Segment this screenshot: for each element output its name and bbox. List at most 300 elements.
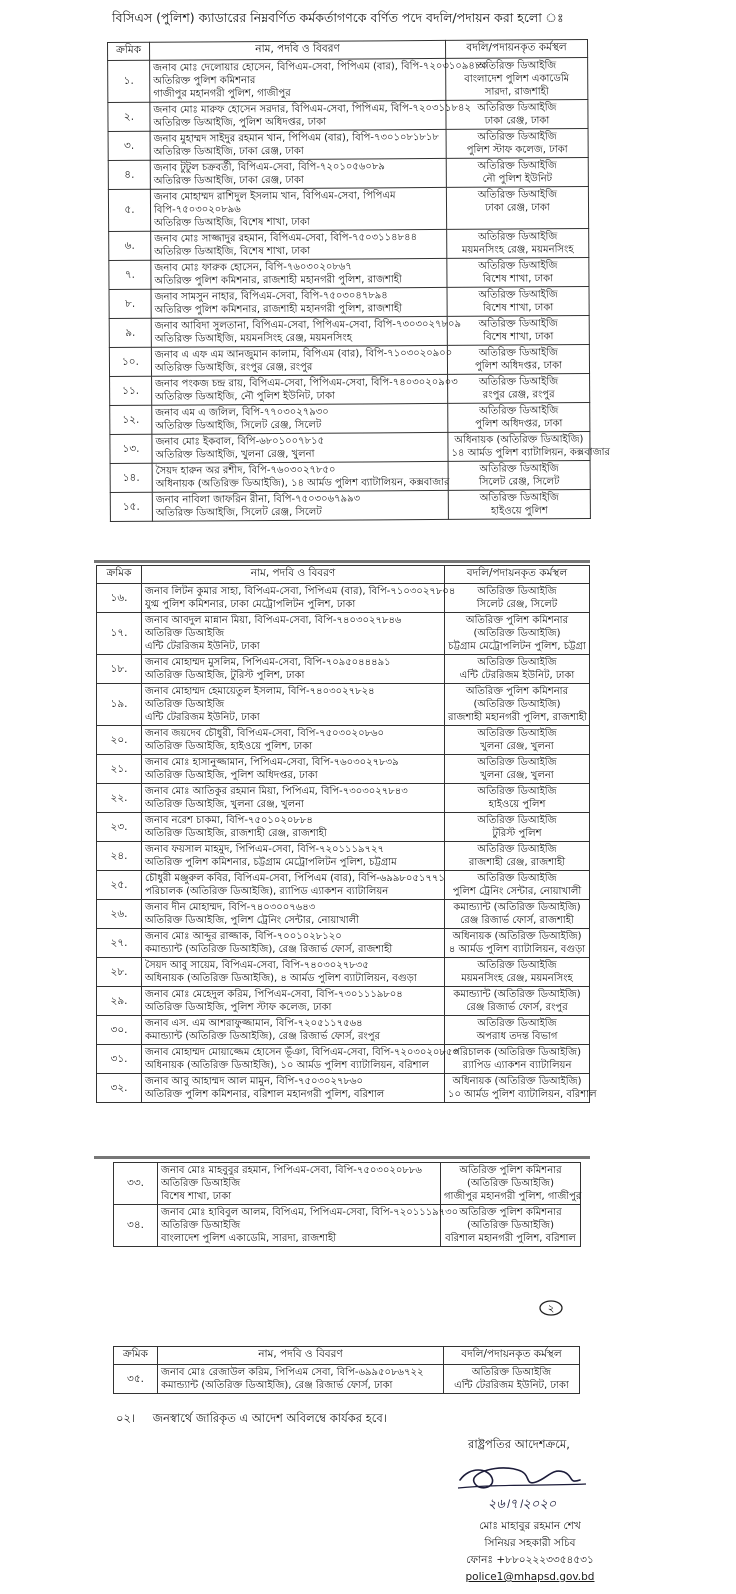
- serial-number: ২৫.: [97, 871, 142, 900]
- serial-number: ৩.: [108, 131, 150, 160]
- signatory-block: [420, 1518, 640, 1586]
- officer-details-line: জনাব মুহাম্মদ সাইদুর রহমান খান, পিপিএম (বার), বিপি-৭৩০১০৮১৮১৮: [153, 131, 439, 145]
- table-row: [97, 1016, 590, 1045]
- officer-details: [150, 187, 446, 231]
- table-row: [108, 158, 588, 190]
- table-row: [110, 461, 590, 493]
- table-row: [97, 784, 590, 813]
- posting-place-line: রাজশাহী রেঞ্জ, রাজশাহী: [468, 857, 566, 868]
- posting-place: [446, 129, 588, 159]
- clause-text: জনস্বার্থে জারিকৃত এ আদেশ অবিলম্বে কার্যকর হবে।: [152, 1411, 387, 1425]
- officer-details: [142, 684, 445, 726]
- officer-details-line: জনাব মোহাম্মদ মুসলিম, পিপিএম-সেবা, বিপি-৭০৯৫০৪৪৪৯১: [145, 657, 391, 668]
- signature: [440, 1458, 600, 1516]
- table-row: [109, 316, 589, 348]
- table-row: [97, 958, 590, 987]
- table-row: [97, 684, 590, 726]
- officer-details-line: অধিনায়ক (অতিরিক্ত ডিআইজি), ১৪ আর্মড পুলিশ ব্যাটালিয়ন, কক্সবাজার: [155, 476, 450, 490]
- posting-place-line: টুরিস্ট পুলিশ: [492, 828, 542, 839]
- posting-place-line: অতিরিক্ত ডিআইজি: [477, 757, 557, 768]
- posting-place: [445, 1045, 590, 1074]
- posting-place-line: অতিরিক্ত ডিআইজি: [478, 347, 559, 359]
- posting-place: [447, 258, 589, 288]
- officer-details: [142, 1045, 459, 1074]
- officer-details-line: জনাব জয়দেব চৌধুরী, বিপিএম-সেবা, বিপি-৭৫০৩০২০৮৬০: [145, 728, 385, 739]
- officer-phone: ফোনঃ +৮৮০২২২৩৩৫৪৫৩১: [466, 1554, 594, 1566]
- officer-designation: সিনিয়র সহকারী সচিব: [484, 1537, 576, 1549]
- page-number-mark: [537, 1298, 565, 1318]
- officer-details-line: অধিনায়ক (অতিরিক্ত ডিআইজি), ১০ আর্মড পুলিশ ব্যাটালিয়ন, বরিশাল: [145, 1060, 429, 1071]
- officer-details-line: সৈয়দ আবু সায়েম, বিপিএম-সেবা, বিপি-৭৪০৩০২৭৮৩৫: [145, 960, 369, 971]
- header-name: নাম, পদবি ও বিবরণ: [142, 566, 445, 584]
- officer-details-line: জনাব মোঃ মাহবুবুর রহমান, পিপিএম-সেবা, বিপি-৭৫০৩০২০৮৮৬: [161, 1165, 422, 1176]
- posting-place-line: রংপুর রেঞ্জ, রংপুর: [482, 389, 555, 401]
- posting-place: [446, 187, 588, 230]
- table-row: [108, 187, 588, 232]
- posting-place-line: অতিরিক্ত ডিআইজি: [477, 786, 557, 797]
- posting-place: [441, 1163, 581, 1205]
- serial-number: ২১.: [97, 755, 142, 784]
- serial-number: ১৩.: [110, 434, 152, 463]
- table-row: [97, 987, 590, 1016]
- scan-divider: [94, 1156, 590, 1159]
- officer-details-line: জনাব আবু আহাম্মদ আল মামুন, বিপি-৭৫০৩০২৭৮৬০: [145, 1076, 363, 1087]
- serial-number: ৩৪.: [114, 1205, 158, 1247]
- officer-details-line: যুগ্ম পুলিশ কমিশনার, ঢাকা মেট্রোপলিটন পুলিশ, ঢাকা: [145, 599, 356, 610]
- posting-place-line: অতিরিক্ত ডিআইজি: [477, 873, 557, 884]
- officer-details-line: অতিরিক্ত পুলিশ কমিশনার, রাজশাহী মহানগরী পুলিশ, রাজশাহী: [154, 303, 403, 316]
- serial-number: ১০.: [109, 347, 151, 376]
- officer-name: মোঃ মাহাবুর রহমান শেখ: [479, 1520, 581, 1532]
- officer-details-line: অতিরিক্ত ডিআইজি, নৌ পুলিশ ইউনিট, ঢাকা: [155, 390, 336, 403]
- officer-email[interactable]: police1@mhapsd.gov.bd: [465, 1571, 595, 1583]
- officer-details: [142, 726, 445, 755]
- officer-details: [151, 258, 447, 289]
- officer-details: [152, 490, 448, 521]
- officer-details: [150, 158, 446, 189]
- posting-place-line: পুলিশ অধিদপ্তর, ঢাকা: [475, 418, 563, 430]
- posting-place-line: রেঞ্জ রিজার্ভ ফোর্স, রংপুর: [466, 1002, 568, 1013]
- posting-place-line: রেঞ্জ রিজার্ভ ফোর্স, রাজশাহী: [460, 915, 574, 926]
- posting-place: [448, 461, 590, 491]
- posting-table-2: [96, 565, 597, 1103]
- posting-place: [445, 784, 590, 813]
- officer-details-line: জনাব টুটুল চক্রবর্তী, বিপিএম-সেবা, বিপি-৭২০১০৫৬০৮৯: [153, 161, 385, 174]
- serial-number: ৩০.: [97, 1016, 142, 1045]
- table-row: [114, 1163, 581, 1205]
- posting-place: [447, 345, 589, 375]
- clause-number: ০২।: [116, 1411, 136, 1425]
- posting-place: [445, 755, 590, 784]
- serial-number: ২৩.: [97, 813, 142, 842]
- officer-details-line: জনাব সামসুন নাহার, বিপিএম-সেবা, বিপি-৭৫০৩০৪৭৮৯৪: [154, 290, 388, 303]
- posting-place-line: ঢাকা রেঞ্জ, ঢাকা: [484, 115, 550, 127]
- posting-place-line: অতিরিক্ত ডিআইজি: [471, 1367, 552, 1378]
- serial-number: ১৮.: [97, 655, 142, 684]
- table-row: [108, 129, 588, 161]
- posting-place-line: ঢাকা রেঞ্জ, ঢাকা: [485, 202, 550, 214]
- serial-number: ১১.: [110, 376, 152, 405]
- posting-place: [447, 229, 589, 259]
- officer-details-line: জনাব মোহাম্মদ রাশিদুল ইসলাম খান, বিপিএম-সেবা, পিপিএম: [153, 190, 396, 203]
- table-row: [110, 374, 590, 406]
- officer-details-line: অতিরিক্ত ডিআইজি, রংপুর রেঞ্জ, রংপুর: [154, 361, 313, 374]
- officer-details: [142, 584, 456, 613]
- table-row: [108, 58, 588, 103]
- officer-details-line: জনাব মোঃ ইকবাল, বিপি-৬৮০১০০৭৮১৫: [155, 435, 325, 448]
- posting-place-line: রাজশাহী মহানগরী পুলিশ, রাজশাহী: [448, 712, 587, 723]
- serial-number: ১৭.: [97, 613, 142, 655]
- posting-place-line: বিশেষ শাখা, ঢাকা: [483, 302, 554, 314]
- officer-details: [142, 929, 445, 958]
- posting-place: [447, 316, 589, 346]
- officer-details-line: অতিরিক্ত ডিআইজি, ঢাকা রেঞ্জ, ঢাকা: [153, 145, 304, 158]
- posting-place-line: অতিরিক্ত ডিআইজি: [479, 405, 559, 417]
- posting-place-line: কমান্ড্যান্ট (অতিরিক্ত ডিআইজি): [453, 989, 581, 1000]
- posting-place-line: অতিরিক্ত ডিআইজি: [477, 586, 557, 597]
- posting-place-line: সিলেট রেঞ্জ, সিলেট: [478, 476, 560, 488]
- officer-details: [151, 345, 453, 376]
- posting-place-line: অতিরিক্ত ডিআইজি: [477, 728, 557, 739]
- posting-place-line: অতিরিক্ত ডিআইজি: [477, 189, 558, 201]
- officer-details-line: বাংলাদেশ পুলিশ একাডেমি, সারদা, রাজশাহী: [161, 1233, 337, 1244]
- posting-place-line: (অতিরিক্ত ডিআইজি): [473, 699, 561, 710]
- table-row: [97, 871, 590, 900]
- posting-place: [445, 613, 590, 655]
- serial-number: ১.: [108, 60, 150, 102]
- posting-place-line: এন্টি টেররিজম ইউনিট, ঢাকা: [454, 1380, 569, 1391]
- officer-details: [142, 813, 445, 842]
- officer-details-line: সৈয়দ হারুন অর রশীদ, বিপি-৭৬০৩০২৭৮৫০: [155, 464, 336, 477]
- officer-details-line: জনাব মোঃ দেলোয়ার হোসেন, বিপিএম-সেবা, পিপিএম (বার), বিপি-৭২০৩১০৯৪৮০: [153, 60, 488, 74]
- posting-place-line: অতিরিক্ত ডিআইজি: [478, 260, 558, 272]
- officer-details-line: অতিরিক্ত ডিআইজি: [145, 628, 225, 639]
- posting-place-line: ১৪ আর্মড পুলিশ ব্যাটালিয়ন, কক্সবাজার: [451, 446, 611, 459]
- serial-number: ৫.: [108, 189, 150, 231]
- intro-text: বিসিএস (পুলিশ) ক্যাডারের নিম্নবর্ণিত কর্মকর্তাগণকে বর্ণিত পদে বদলি/পদায়ন করা হলো ঃ: [112, 10, 564, 25]
- officer-details-line: অতিরিক্ত ডিআইজি: [145, 699, 225, 710]
- officer-details-line: জনাব মোঃ হাসানুজ্জামান, পিপিএম-সেবা, বিপি-৭৬০৩০২৭৮৩৯: [145, 757, 399, 768]
- officer-details: [150, 129, 446, 160]
- table-row: [110, 432, 590, 464]
- header-posting: বদলি/পদায়নকৃত কর্মস্থল: [445, 40, 587, 59]
- table-row: [97, 1045, 590, 1074]
- serial-number: ৩৫.: [114, 1365, 158, 1394]
- officer-details-line: অতিরিক্ত ডিআইজি, হাইওয়ে পুলিশ, ঢাকা: [145, 741, 313, 752]
- header-posting: বদলি/পদায়নকৃত কর্মস্থল: [445, 566, 590, 584]
- header-posting: বদলি/পদায়নকৃত কর্মস্থল: [444, 1347, 580, 1365]
- serial-number: ৬.: [109, 231, 151, 260]
- posting-table-1: [107, 39, 611, 522]
- posting-place-line: অধিনায়ক (অতিরিক্ত ডিআইজি): [452, 931, 582, 942]
- posting-place-line: অপরাধ তদন্ত বিভাগ: [476, 1031, 558, 1042]
- officer-details-line: বিপি-৭৫০৩০২০৮৯৬: [153, 204, 241, 216]
- officer-details-line: চৌধুরী মঞ্জুরুল কবির, বিপিএম-সেবা, পিপিএম (বার), বিপি-৬৯৯৮০৫১৭৭১: [145, 873, 445, 884]
- table-row: [110, 403, 590, 435]
- posting-place-line: ময়মনসিংহ রেঞ্জ, ময়মনসিংহ: [461, 244, 574, 256]
- posting-place-line: ৪ আর্মড পুলিশ ব্যাটালিয়ন, বগুড়া: [448, 944, 586, 955]
- header-serial: ক্রমিক: [97, 566, 142, 584]
- posting-place-line: বরিশাল মহানগরী পুলিশ, বরিশাল: [445, 1233, 576, 1244]
- officer-details-line: জনাব মোঃ মারুফ হোসেন সরদার, বিপিএম-সেবা, পিপিএম, বিপি-৭২০৩১১৮৪২: [153, 102, 472, 116]
- posting-table-3: [113, 1162, 581, 1247]
- posting-place-line: অতিরিক্ত ডিআইজি: [479, 463, 559, 475]
- table-row: [97, 755, 590, 784]
- officer-details-line: অতিরিক্ত ডিআইজি, টুরিস্ট পুলিশ, ঢাকা: [145, 670, 305, 681]
- posting-place-line: চট্টগ্রাম মেট্রোপলিটন পুলিশ, চট্টগ্রা: [448, 641, 586, 652]
- posting-place-line: অতিরিক্ত ডিআইজি: [477, 102, 557, 114]
- posting-place: [447, 287, 589, 317]
- officer-details: [150, 100, 472, 131]
- posting-table-4: [113, 1346, 580, 1394]
- serial-number: ২৯.: [97, 987, 142, 1016]
- posting-place-line: অতিরিক্ত ডিআইজি: [478, 231, 558, 243]
- posting-place-line: অতিরিক্ত ডিআইজি: [477, 815, 557, 826]
- officer-details-line: জনাব এম এ জলিল, বিপি-৭৭০৩০২৭৯৩০: [155, 406, 329, 419]
- officer-details-line: জনাব লিটন কুমার সাহা, বিপিএম-সেবা, পিপিএম (বার), বিপি-৭১০৩০২৭৮০৪: [145, 586, 456, 597]
- table-row: [97, 929, 590, 958]
- table-row: [97, 900, 590, 929]
- officer-details-line: জনাব মোঃ সাজ্জাদুর রহমান, বিপিএম-সেবা, বিপি-৭৫০৩১১৪৮৪৪: [154, 232, 418, 245]
- table-row: [114, 1365, 580, 1394]
- officer-details-line: বিশেষ শাখা, ঢাকা: [161, 1191, 232, 1202]
- serial-number: ২২.: [97, 784, 142, 813]
- table-row: [110, 490, 590, 522]
- posting-place-line: ময়মনসিংহ রেঞ্জ, ময়মনসিংহ: [461, 973, 573, 984]
- officer-details: [150, 58, 488, 102]
- officer-details: [151, 229, 447, 260]
- serial-number: ২০.: [97, 726, 142, 755]
- posting-place-line: অতিরিক্ত ডিআইজি: [477, 1018, 557, 1029]
- officer-details: [151, 316, 461, 347]
- officer-details-line: জনাব মোঃ রেজাউল করিম, পিপিএম সেবা, বিপি-৬৯৯৫০৮৬৭২২: [161, 1367, 424, 1378]
- posting-place: [445, 871, 590, 900]
- posting-place-line: ১০ আর্মড পুলিশ ব্যাটালিয়ন, বরিশাল: [448, 1089, 597, 1100]
- serial-number: ৪.: [108, 160, 150, 189]
- posting-place: [448, 374, 590, 404]
- table-row: [109, 345, 589, 377]
- posting-place-line: অতিরিক্ত ডিআইজি: [477, 960, 557, 971]
- officer-details-line: অধিনায়ক (অতিরিক্ত ডিআইজি), ৪ আর্মড পুলিশ ব্যাটালিয়ন, বগুড়া: [145, 973, 417, 984]
- serial-number: ২৬.: [97, 900, 142, 929]
- table-row: [97, 842, 590, 871]
- officer-details-line: অতিরিক্ত ডিআইজি: [161, 1178, 241, 1189]
- posting-place-line: হাইওয়ে পুলিশ: [490, 505, 548, 517]
- table-row: [97, 655, 590, 684]
- officer-details-line: অতিরিক্ত পুলিশ কমিশনার: [153, 75, 256, 87]
- table-row: [109, 287, 589, 319]
- posting-place-line: অতিরিক্ত পুলিশ কমিশনার: [459, 1207, 562, 1218]
- posting-place: [445, 929, 590, 958]
- posting-place-line: (অতিরিক্ত ডিআইজি): [467, 1178, 554, 1189]
- officer-details-line: জনাব এ এফ এম আনজুমান কালাম, বিপিএম (বার), বিপি-৭১০৩০২০৯০০: [154, 347, 453, 361]
- posting-place-line: খুলনা রেঞ্জ, খুলনা: [480, 770, 554, 781]
- posting-place-line: সিলেট রেঞ্জ, সিলেট: [476, 599, 558, 610]
- officer-details-line: জনাব মোঃ আতিকুর রহমান মিয়া, পিপিএম, বিপি-৭৩০৩০২৭৮৪৩: [145, 786, 408, 797]
- serial-number: ১৪.: [110, 463, 152, 492]
- officer-details-line: অতিরিক্ত ডিআইজি, পুলিশ স্টাফ কলেজ, ঢাকা: [145, 1002, 332, 1013]
- posting-place-line: অতিরিক্ত ডিআইজি: [477, 844, 557, 855]
- posting-place: [444, 1365, 580, 1394]
- officer-details-line: জনাব দীন মোহাম্মদ, বিপি-৭৪০৩০০৭৬৪৩: [145, 902, 316, 913]
- officer-details: [152, 461, 448, 492]
- posting-place-line: অধিনায়ক (অতিরিক্ত ডিআইজি): [452, 1076, 582, 1087]
- posting-place: [445, 1016, 590, 1045]
- by-order-text: রাষ্ট্রপতির আদেশক্রমে,: [468, 1437, 570, 1451]
- officer-details-line: জনাব মোঃ মেহেদুল করিম, পিপিএম-সেবা, বিপি-৭৩০১১১৯৮০৪: [145, 989, 403, 1000]
- posting-place-line: খুলনা রেঞ্জ, খুলনা: [480, 741, 554, 752]
- posting-place-line: অতিরিক্ত ডিআইজি: [478, 289, 558, 301]
- officer-details: [142, 842, 445, 871]
- clause-02: [116, 1410, 387, 1429]
- officer-details-line: অতিরিক্ত ডিআইজি, বিশেষ শাখা, ঢাকা: [154, 216, 310, 229]
- serial-number: ১২.: [110, 405, 152, 434]
- officer-details-line: অতিরিক্ত ডিআইজি, রাজশাহী রেঞ্জ, রাজশাহী: [145, 828, 327, 839]
- posting-place-line: গাজীপুর মহানগরী পুলিশ, গাজীপুর: [444, 1191, 582, 1202]
- officer-details-line: গাজীপুর মহানগরী পুলিশ, গাজীপুর: [153, 87, 291, 100]
- serial-number: ৯.: [109, 318, 151, 347]
- posting-place-line: নৌ পুলিশ ইউনিট: [482, 173, 553, 185]
- posting-place-line: অতিরিক্ত পুলিশ কমিশনার: [459, 1165, 562, 1176]
- officer-details-line: এন্টি টেররিজম ইউনিট, ঢাকা: [145, 712, 260, 723]
- officer-details-line: জনাব নাবিলা জাফরিন রীনা, বিপি-৭৫০৩০৬৭৯৯৩: [155, 493, 361, 506]
- posting-place-line: অতিরিক্ত ডিআইজি: [479, 492, 559, 504]
- officer-details-line: জনাব আবিদা সুলতানা, বিপিএম-সেবা, পিপিএম-সেবা, বিপি-৭৩০৩০২৭৮০৯: [154, 318, 461, 332]
- officer-details-line: কমান্ড্যান্ট (অতিরিক্ত ডিআইজি), রেঞ্জ রিজার্ভ ফোর্স, ঢাকা: [161, 1380, 393, 1391]
- officer-details: [142, 755, 445, 784]
- posting-place-line: পুলিশ অধিদপ্তর, ঢাকা: [474, 360, 563, 372]
- officer-details-line: জনাব নরেশ চাকমা, বিপি-৭৫০১০২০৮৮৪: [145, 815, 313, 826]
- posting-place: [445, 1074, 597, 1103]
- header-name: নাম, পদবি ও বিবরণ: [150, 40, 446, 60]
- posting-place-line: অতিরিক্ত ডিআইজি: [477, 160, 557, 172]
- header-serial: ক্রমিক: [108, 42, 150, 60]
- officer-details-line: জনাব মোহাম্মদ মোয়াজ্জেম হোসেন ভূঁঞা, বিপিএম-সেবা, বিপি-৭২০৩০২০৮৫০: [145, 1047, 459, 1058]
- officer-details-line: অতিরিক্ত ডিআইজি, পুলিশ অধিদপ্তর, ঢাকা: [153, 116, 327, 129]
- table-row: [97, 613, 590, 655]
- serial-number: ৭.: [109, 260, 151, 289]
- posting-place: [445, 842, 590, 871]
- officer-details: [151, 287, 447, 318]
- officer-details-line: জনাব পংকজ চন্দ্র রায়, বিপিএম-সেবা, পিপিএম-সেবা, বিপি-৭৪০৩০২০৯০৩: [155, 376, 458, 390]
- officer-details-line: জনাব মোহাম্মদ হেমায়েতুল ইসলাম, বিপি-৭৪০৩০২৭৮২৪: [145, 686, 375, 697]
- officer-details: [142, 784, 445, 813]
- posting-place: [445, 900, 590, 929]
- officer-details: [142, 613, 445, 655]
- officer-details-line: জনাব মোঃ আব্দুর রাজ্জাক, বিপি-৭০০১০২৮১২০: [145, 931, 342, 942]
- officer-details-line: কমান্ড্যান্ট (অতিরিক্ত ডিআইজি), রেঞ্জ রিজার্ভ ফোর্স, রাজশাহী: [145, 944, 393, 955]
- posting-place-line: অতিরিক্ত ডিআইজি: [478, 318, 558, 330]
- officer-details: [142, 958, 445, 987]
- posting-place: [445, 726, 590, 755]
- serial-number: ৩১.: [97, 1045, 142, 1074]
- posting-place: [448, 490, 590, 520]
- posting-place-line: অতিরিক্ত ডিআইজি: [477, 131, 557, 143]
- officer-details: [142, 655, 445, 684]
- officer-details-line: অতিরিক্ত ডিআইজি, খুলনা রেঞ্জ, খুলনা: [145, 799, 304, 810]
- table-row: [97, 726, 590, 755]
- officer-details-line: অতিরিক্ত ডিআইজি, ময়মনসিংহ রেঞ্জ, ময়মনসিংহ: [154, 332, 353, 345]
- officer-details: [142, 1074, 445, 1103]
- posting-place-line: পরিচালক (অতিরিক্ত ডিআইজি): [452, 1047, 582, 1058]
- officer-details-line: জনাব এস. এম আশরাফুজ্জামান, বিপি-৭২০৫১১৭৫৬৪: [145, 1018, 363, 1029]
- serial-number: ১৫.: [110, 492, 152, 521]
- posting-place-line: কমান্ড্যান্ট (অতিরিক্ত ডিআইজি): [453, 902, 581, 913]
- posting-place-line: (অতিরিক্ত ডিআইজি): [473, 628, 561, 639]
- officer-details: [158, 1163, 441, 1205]
- serial-number: ৩২.: [97, 1074, 142, 1103]
- posting-place-line: সারদা, রাজশাহী: [484, 86, 549, 98]
- officer-details-line: কমান্ড্যান্ট (অতিরিক্ত ডিআইজি), রেঞ্জ রিজার্ভ ফোর্স, রংপুর: [145, 1031, 381, 1042]
- officer-details: [142, 871, 445, 900]
- officer-details-line: অতিরিক্ত ডিআইজি, সিলেট রেঞ্জ, সিলেট: [155, 506, 322, 519]
- officer-details: [152, 374, 458, 405]
- posting-place: [448, 403, 590, 433]
- table-row: [109, 258, 589, 290]
- posting-place: [445, 684, 590, 726]
- signature-date: ২৬।৭।২০২০: [487, 1497, 557, 1512]
- posting-place-line: (অতিরিক্ত ডিআইজি): [467, 1220, 554, 1231]
- posting-place-line: পুলিশ ট্রেনিং সেন্টার, নোয়াখালী: [452, 886, 582, 897]
- table-row: [114, 1205, 581, 1247]
- table-row: [109, 229, 589, 261]
- officer-details-line: অতিরিক্ত ডিআইজি, খুলনা রেঞ্জ, খুলনা: [155, 448, 315, 461]
- officer-details-line: অতিরিক্ত ডিআইজি: [161, 1220, 241, 1231]
- page-number: ২: [547, 1303, 555, 1315]
- officer-details-line: পরিচালক (অতিরিক্ত ডিআইজি), র‍্যাপিড এ্যাকশন ব্যাটালিয়ন: [145, 886, 389, 897]
- officer-details-line: অতিরিক্ত পুলিশ কমিশনার, বরিশাল মহানগরী পুলিশ, বরিশাল: [145, 1089, 385, 1100]
- officer-details-line: জনাব আবদুল মান্নান মিয়া, বিপিএম-সেবা, বিপি-৭৪০৩০২৭৮৪৬: [145, 615, 402, 626]
- posting-place: [446, 158, 588, 188]
- table-row: [108, 100, 588, 132]
- posting-place: [445, 958, 590, 987]
- officer-details-line: অতিরিক্ত পুলিশ কমিশনার, রাজশাহী মহানগরী পুলিশ, রাজশাহী: [154, 274, 402, 287]
- posting-place: [445, 987, 590, 1016]
- officer-details-line: অতিরিক্ত ডিআইজি, পুলিশ ট্রেনিং সেন্টার, নোয়াখালী: [145, 915, 359, 926]
- posting-place-line: এন্টি টেররিজম ইউনিট, ঢাকা: [459, 670, 575, 681]
- serial-number: ৩৩.: [114, 1163, 158, 1205]
- posting-place: [448, 432, 611, 462]
- officer-details: [142, 900, 445, 929]
- header-name: নাম, পদবি ও বিবরণ: [158, 1347, 444, 1365]
- scan-divider: [94, 560, 590, 563]
- posting-place: [445, 655, 590, 684]
- serial-number: ২.: [108, 102, 150, 131]
- serial-number: ১৬.: [97, 584, 142, 613]
- posting-place-line: অতিরিক্ত পুলিশ কমিশনার: [465, 686, 569, 697]
- posting-place: [445, 813, 590, 842]
- officer-details: [142, 1016, 445, 1045]
- header-serial: ক্রমিক: [114, 1347, 158, 1365]
- table-row: [97, 584, 590, 613]
- officer-details-line: এন্টি টেররিজম ইউনিট, ঢাকা: [145, 641, 260, 652]
- table-row: [97, 813, 590, 842]
- posting-place-line: বাংলাদেশ পুলিশ একাডেমি: [464, 73, 570, 85]
- serial-number: ১৯.: [97, 684, 142, 726]
- posting-place-line: র‍্যাপিড এ্যাকশন ব্যাটালিয়ন: [462, 1060, 572, 1071]
- serial-number: ৮.: [109, 289, 151, 318]
- posting-place-line: অধিনায়ক (অতিরিক্ত ডিআইজি): [454, 434, 584, 446]
- serial-number: ২৭.: [97, 929, 142, 958]
- officer-details: [152, 403, 448, 434]
- table-row: [97, 1074, 590, 1103]
- posting-place-line: অতিরিক্ত ডিআইজি: [478, 376, 559, 388]
- officer-details: [158, 1365, 444, 1394]
- serial-number: ২৪.: [97, 842, 142, 871]
- officer-details: [152, 432, 448, 463]
- officer-details: [142, 987, 445, 1016]
- officer-details-line: অতিরিক্ত ডিআইজি, পুলিশ অধিদপ্তর, ঢাকা: [145, 770, 318, 781]
